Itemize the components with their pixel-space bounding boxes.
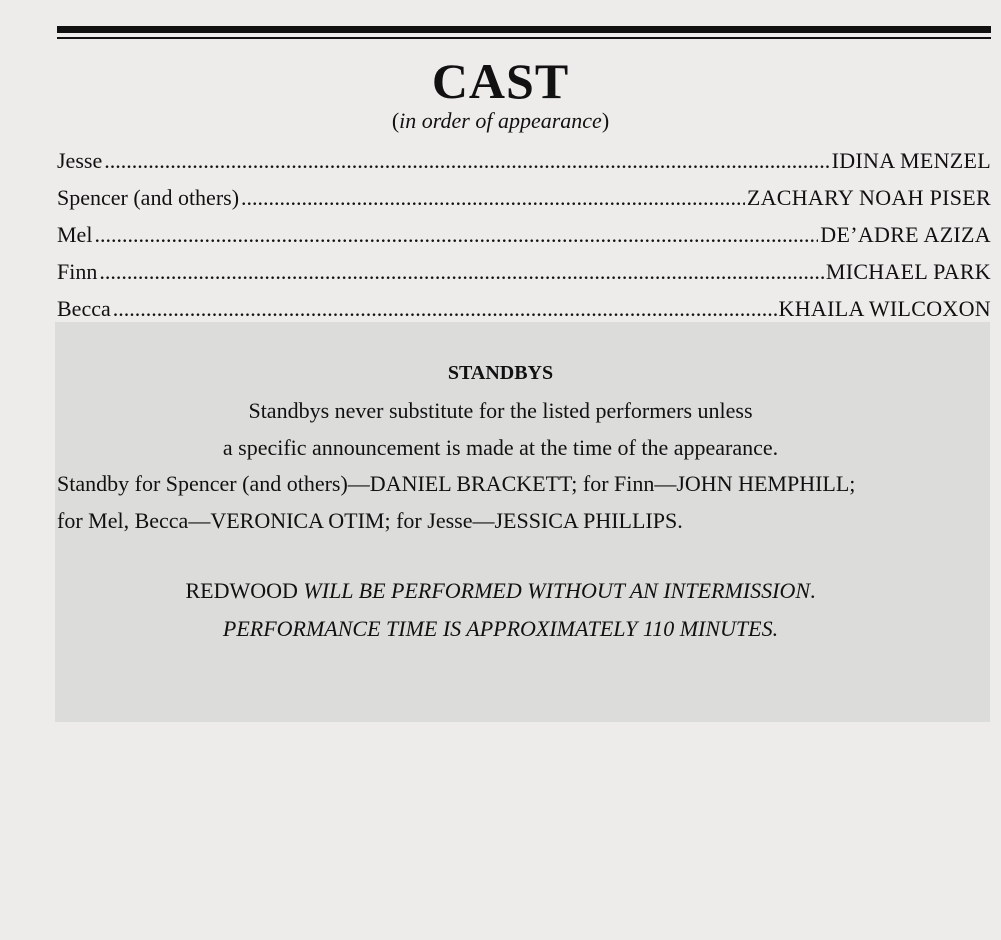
cast-row	[57, 253, 991, 290]
cast-role: Spencer (and others)	[57, 185, 240, 210]
leader-dots	[104, 142, 829, 179]
cast-row	[57, 179, 991, 216]
header-rule-thick	[57, 26, 991, 33]
leader-dots	[113, 290, 777, 327]
cast-list	[57, 142, 991, 327]
cast-actor: KHAILA WILCOXON	[778, 296, 991, 321]
cast-row	[57, 216, 991, 253]
cast-row	[57, 142, 991, 179]
standbys-note-line2: a specific announcement is made at the time of the appearance.	[222, 435, 779, 460]
cast-actor: MICHAEL PARK	[825, 259, 991, 284]
cast-row	[57, 290, 991, 327]
cast-role: Jesse	[57, 148, 103, 173]
standby-assignments-line1: Standby for Spencer (and others)—DANIEL BRACKETT; for Finn—JOHN HEMPHILL;	[57, 471, 856, 496]
cast-actor: DE’ADRE AZIZA	[820, 222, 991, 247]
standby-assignments-line2: for Mel, Becca—VERONICA OTIM; for Jesse—JESSICA PHILLIPS.	[57, 508, 683, 533]
standbys-heading: STANDBYS	[447, 362, 554, 384]
leader-dots	[94, 216, 818, 253]
header-rule-thin	[57, 37, 991, 39]
show-name: REDWOOD	[185, 578, 298, 603]
intermission-text: WILL BE PERFORMED WITHOUT AN INTERMISSION	[297, 578, 811, 603]
performance-time-notice: PERFORMANCE TIME IS APPROXIMATELY 110 MINUTES.	[222, 616, 779, 641]
cast-title: CAST	[431, 53, 570, 109]
cast-role: Mel	[57, 222, 93, 247]
cast-role: Becca	[57, 296, 111, 321]
intermission-period: .	[810, 578, 816, 603]
cast-subtitle-text: in order of appearance	[399, 108, 602, 133]
cast-actor: IDINA MENZEL	[831, 148, 991, 173]
intermission-notice	[0, 578, 1001, 604]
standbys-note-line1: Standbys never substitute for the listed performers unless	[248, 398, 753, 423]
leader-dots	[241, 179, 745, 216]
leader-dots	[99, 253, 823, 290]
cast-role: Finn	[57, 259, 98, 284]
cast-subtitle: (in order of appearance)	[391, 108, 610, 133]
cast-actor: ZACHARY NOAH PISER	[746, 185, 991, 210]
